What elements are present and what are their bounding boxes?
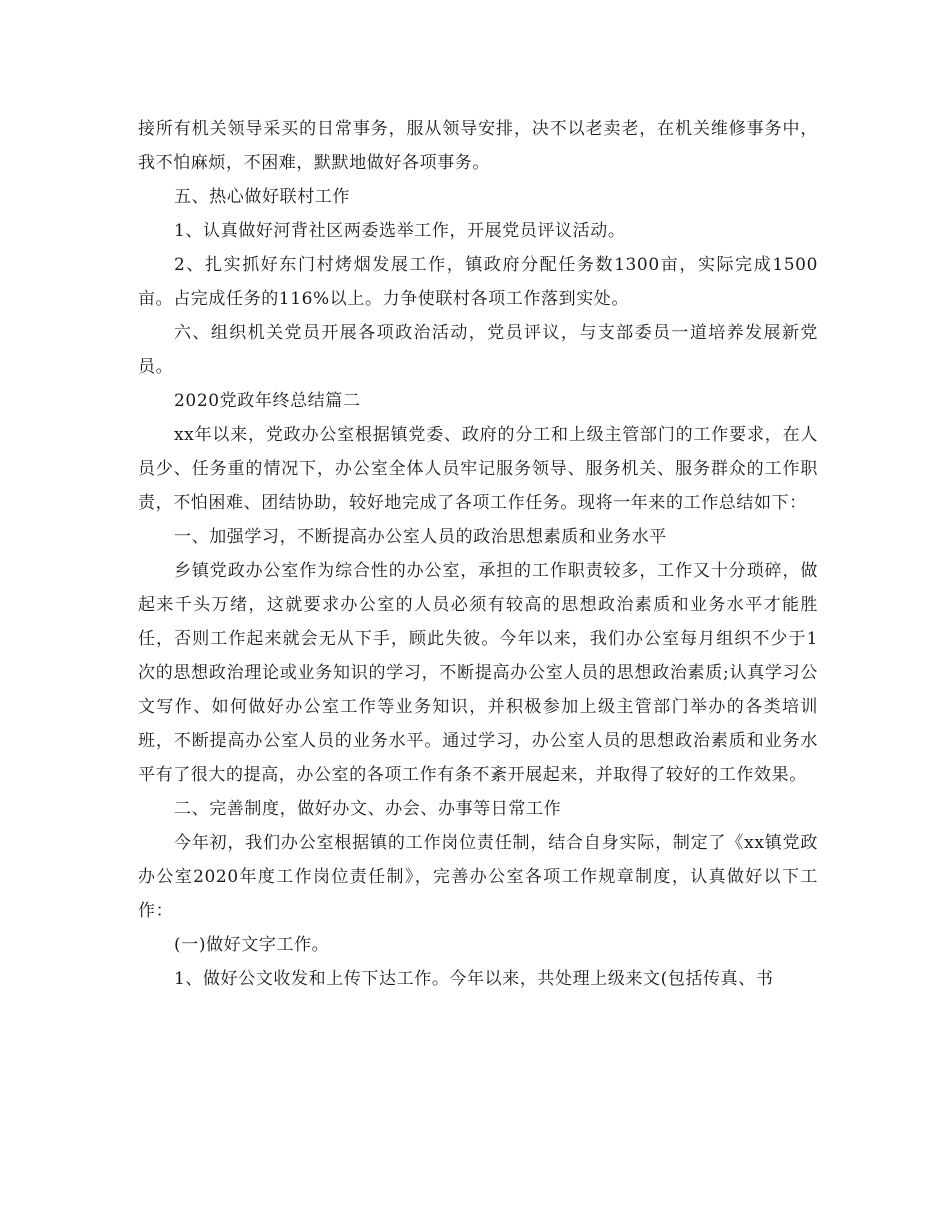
body-paragraph-system: 今年初，我们办公室根据镇的工作岗位责任制，结合自身实际，制定了《xx镇党政办公室2020年度工作岗位责任制》，完善办公室各项工作规章制度，认真做好以下工作： <box>138 833 818 921</box>
list-item-document-handling: 1、做好公文收发和上传下达工作。今年以来，共处理上级来文(包括传真、书 <box>174 969 774 989</box>
subsection-heading-1: (一)做好文字工作。 <box>174 935 330 955</box>
section-heading-2: 二、完善制度，做好办文、办会、办事等日常工作 <box>174 799 562 819</box>
document-body <box>138 112 818 996</box>
list-item-1: 1、认真做好河背社区两委选举工作，开展党员评议活动。 <box>174 221 626 241</box>
list-item-2: 2、扎实抓好东门村烤烟发展工作，镇政府分配任务数1300亩，实际完成1500亩。占完成任务的116%以上。力争使联村各项工作落到实处。 <box>138 255 818 309</box>
section-heading-5: 五、热心做好联村工作 <box>174 187 350 207</box>
section-heading-6: 六、组织机关党员开展各项政治活动，党员评议，与支部委员一道培养发展新党员。 <box>138 323 818 377</box>
body-paragraph-study: 乡镇党政办公室作为综合性的办公室，承担的工作职责较多，工作又十分琐碎，做起来千头万绪，这就要求办公室的人员必须有较高的思想政治素质和业务水平才能胜任，否则工作起来就会无从下手，顾此失彼。今年以来，我们办公室每月组织不少于1次的思想政治理论或业务知识的学习，不断提高办公室人员的思想政治素质;认真学习公文写作、如何做好办公室工作等业务知识，并积极参加上级主管部门举办的各类培训班，不断提高办公室人员的业务水平。通过学习，办公室人员的思想政治素质和业务水平有了很大的提高，办公室的各项工作有条不紊开展起来，并取得了较好的工作效果。 <box>138 561 818 785</box>
intro-paragraph: xx年以来，党政办公室根据镇党委、政府的分工和上级主管部门的工作要求，在人员少、任务重的情况下，办公室全体人员牢记服务领导、服务机关、服务群众的工作职责，不怕困难、团结协助，较好地完成了各项工作任务。现将一年来的工作总结如下： <box>138 425 818 513</box>
paragraph-continued: 接所有机关领导采买的日常事务，服从领导安排，决不以老卖老，在机关维修事务中，我不怕麻烦，不困难，默默地做好各项事务。 <box>138 119 818 173</box>
article-title: 2020党政年终总结篇二 <box>174 391 361 411</box>
section-heading-1: 一、加强学习，不断提高办公室人员的政治思想素质和业务水平 <box>174 527 667 547</box>
